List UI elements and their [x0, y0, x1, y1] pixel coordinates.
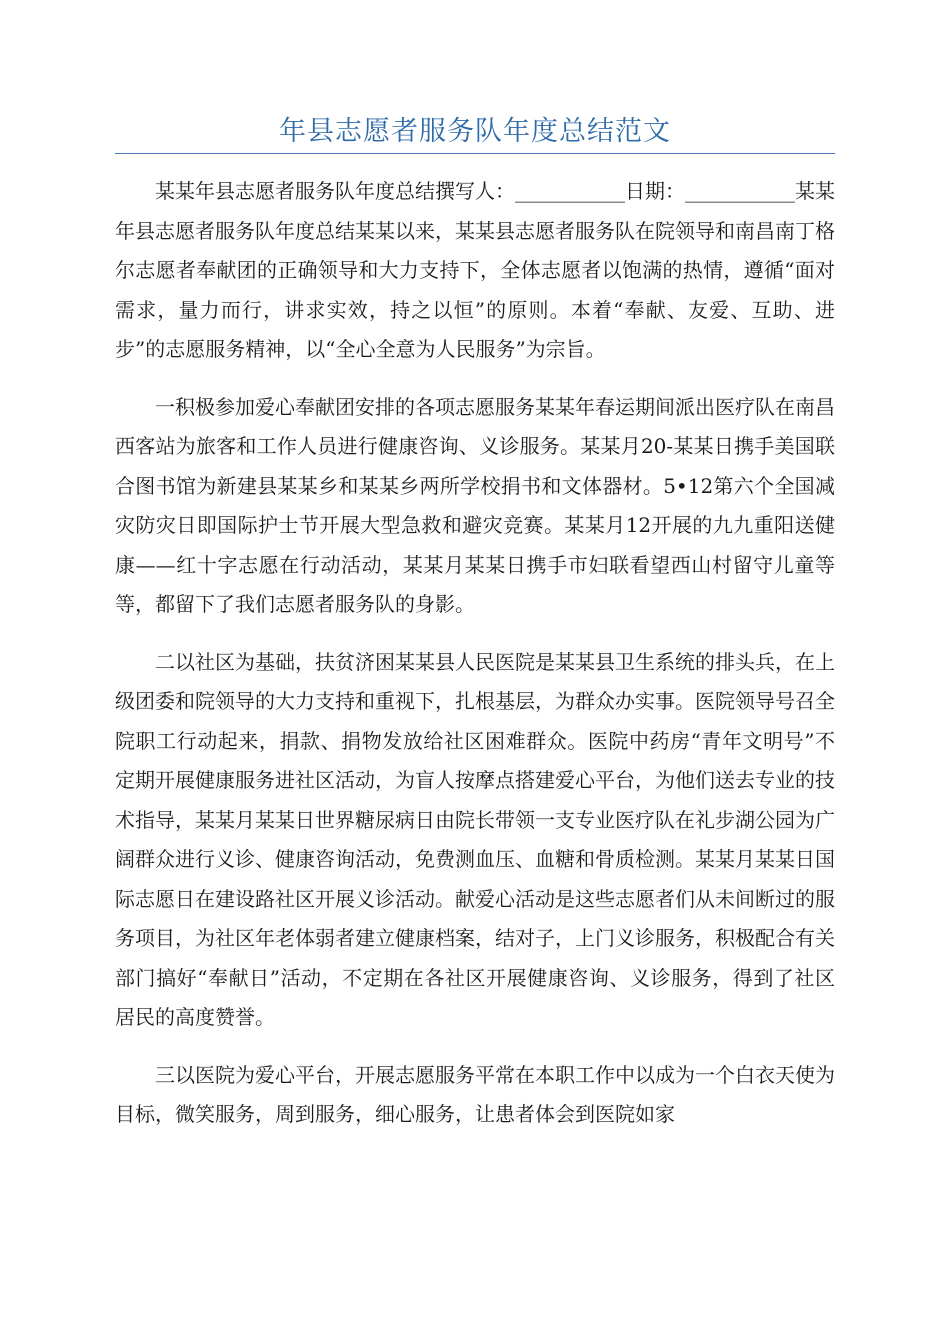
paragraph-section-one: 一积极参加爱心奉献团安排的各项志愿服务某某年春运期间派出医疗队在南昌西客站为旅客和工作人员进行健康咨询、义诊服务。某某月20-某某日携手美国联合图书馆为新建县某某乡和某某乡两所学校捐书和文体器材。5•12第六个全国减灾防灾日即国际护士节开展大型急救和避灾竞赛。某某月12开展的九九重阳送健康——红十字志愿在行动活动，某某月某某日携手市妇联看望西山村留守儿童等等，都留下了我们志愿者服务队的身影。 [115, 394, 835, 616]
document-body [115, 172, 835, 1153]
title-underline [115, 153, 835, 154]
paragraph-section-two: 二以社区为基础，扶贫济困某某县人民医院是某某县卫生系统的排头兵，在上级团委和院领导的大力支持和重视下，扎根基层，为群众办实事。医院领导号召全院职工行动起来，捐款、捐物发放给社区困难群众。医院中药房“青年文明号”不定期开展健康服务进社区活动，为盲人按摩点搭建爱心平台，为他们送去专业的技术指导，某某月某某日世界糖尿病日由院长带领一支专业医疗队在礼步湖公园为广阔群众进行义诊、健康咨询活动，免费测血压、血糖和骨质检测。某某月某某日国际志愿日在建设路社区开展义诊活动。献爱心活动是这些志愿者们从未间断过的服务项目，为社区年老体弱者建立健康档案，结对子，上门义诊服务，积极配合有关部门搞好“奉献日”活动，不定期在各社区开展健康咨询、义诊服务，得到了社区居民的高度赞誉。 [115, 649, 835, 1029]
document-title: 年县志愿者服务队年度总结范文 [279, 116, 671, 147]
paragraph-intro: 某某年县志愿者服务队年度总结撰写人：___________日期：___________某某年县志愿者服务队年度总结某某以来，某某县志愿者服务队在院领导和南昌南丁格尔志愿者奉献团的正确领导和大力支持下，全体志愿者以饱满的热情，遵循“面对需求，量力而行，讲求实效，持之以恒”的原则。本着“奉献、友爱、互助、进步”的志愿服务精神，以“全心全意为人民服务”为宗旨。 [115, 179, 835, 361]
paragraph-section-three: 三以医院为爱心平台，开展志愿服务平常在本职工作中以成为一个白衣天使为目标，微笑服务，周到服务，细心服务，让患者体会到医院如家 [115, 1062, 835, 1126]
